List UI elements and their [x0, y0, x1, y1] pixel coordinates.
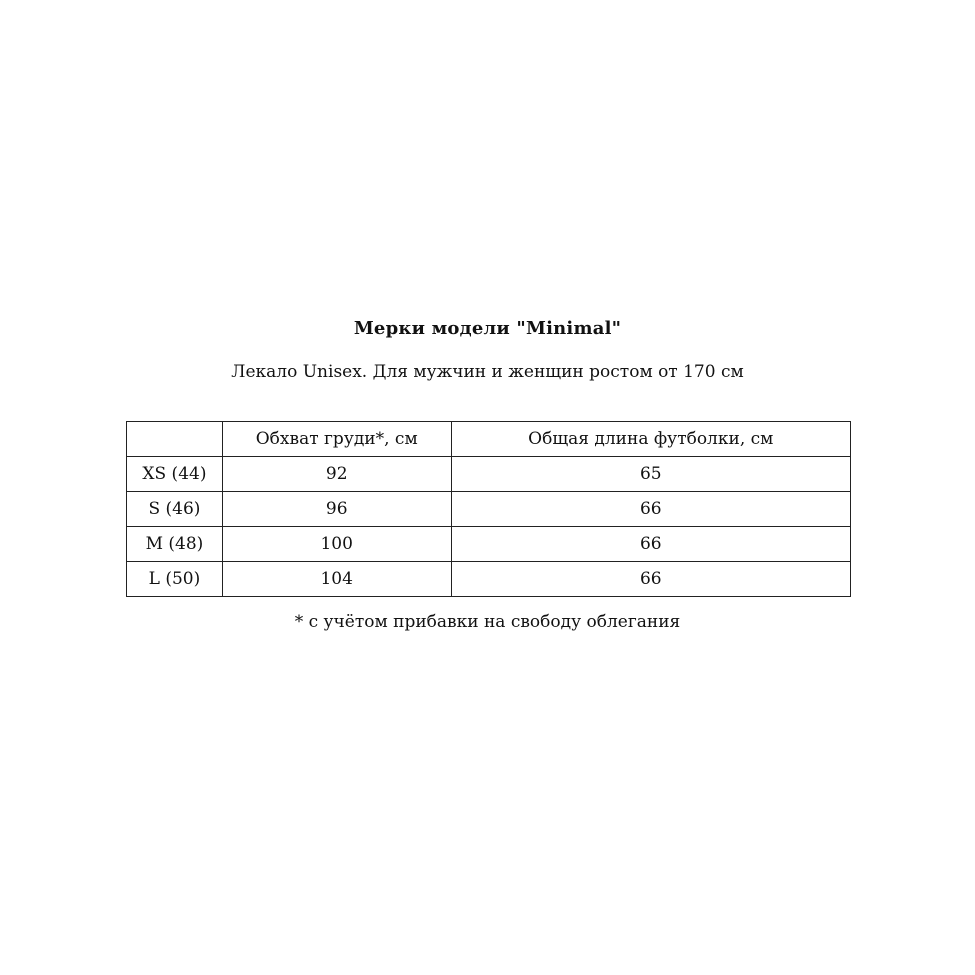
page-subtitle: Лекало Unisex. Для мужчин и женщин ростом от 170 см [231, 362, 744, 382]
length-cell: 66 [451, 492, 850, 527]
page-title: Мерки модели "Minimal" [353, 318, 622, 339]
chest-cell: 96 [222, 492, 451, 527]
table-row [127, 562, 851, 597]
length-cell: 66 [451, 527, 850, 562]
header-cell-size [127, 422, 223, 457]
header-cell-length: Общая длина футболки, см [451, 422, 850, 457]
table-row [127, 527, 851, 562]
chest-cell: 100 [222, 527, 451, 562]
size-cell: S (46) [127, 492, 223, 527]
table-row [127, 457, 851, 492]
length-cell: 66 [451, 562, 850, 597]
chest-cell: 104 [222, 562, 451, 597]
size-cell: M (48) [127, 527, 223, 562]
size-cell: XS (44) [127, 457, 223, 492]
size-table [126, 421, 851, 597]
header-cell-chest: Обхват груди*, см [222, 422, 451, 457]
length-cell: 65 [451, 457, 850, 492]
chest-cell: 92 [222, 457, 451, 492]
size-cell: L (50) [127, 562, 223, 597]
table-header-row [127, 422, 851, 457]
footnote: * с учётом прибавки на свободу облегания [294, 612, 681, 632]
table-row [127, 492, 851, 527]
